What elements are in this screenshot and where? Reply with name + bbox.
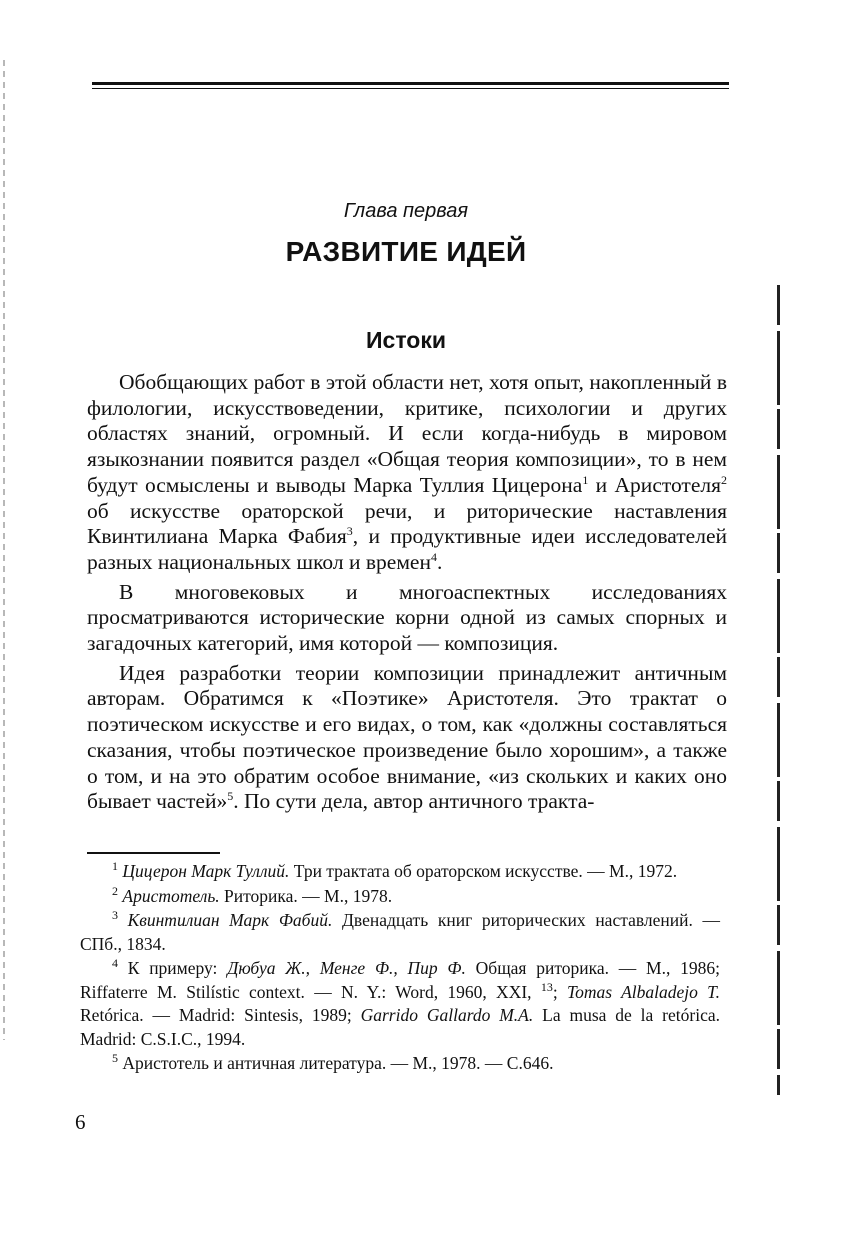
footnote-ref: 1: [582, 472, 589, 487]
footnote-2: $^2$ Аристотель. Риторика. — М., 1978.: [112, 883, 393, 906]
footnote-rule: [87, 852, 220, 854]
section-title: Истоки: [366, 327, 446, 353]
footnote-ref: 3: [346, 524, 353, 539]
footnote-3: $^3$ Квинтилиан Марк Фабий. Двенадцать книг риторических наставлений. — СПб., 1834.: [80, 908, 720, 954]
footnote-4: $^4$ К примеру: Дюбуа Ж., Менге Ф., Пир Ф. Общая риторика. — М., 1986; Riffaterre M. Stilístic context. — N. Y.: Word, 1960, XXI, $^{13}$; Tomas Albaladejo T. Retórica. — Madrid: Sintesis, 1989; Garrido Gallardo M.A. La musa de la retórica. Madrid: C.S.I.C., 1994.: [80, 956, 720, 1049]
scan-edge-right: [777, 285, 780, 1095]
chapter-title: РАЗВИТИЕ ИДЕЙ: [285, 236, 527, 267]
paragraph-3: Идея разработки теории композиции принадлежит античным авторам. Обратимся к «Поэтике» Аристотеля. Это трактат о поэтическом искусстве и его видах, о том, как «должны составляться сказания, чтобы поэтическое произведение было хорошим», а также о том, и на это обратим особое внимание, «из скольких и каких оно бывает частей»$^5$. По сути дела, автор античного тракта-: [87, 660, 727, 814]
paragraph-2: В многовековых и многоаспектных исследованиях просматриваются исторические корни одной из самых спорных и загадочных категорий, имя которой — композиция.: [87, 579, 727, 656]
footnote-ref: 5: [227, 789, 234, 804]
footnote-1: $^1$ Цицерон Марк Туллий. Три трактата об ораторском искусстве. — М., 1972.: [112, 859, 678, 881]
footnote-ref: 4: [430, 549, 437, 564]
footnotes: [80, 860, 720, 1077]
header-rule-thin: [92, 88, 729, 89]
body-text: [87, 370, 727, 815]
footnote-5: $^5$ Аристотель и античная литература. — М., 1978. — С.646.: [112, 1051, 554, 1073]
footnote-ref: 2: [721, 472, 727, 487]
paragraph-1: Обобщающих работ в этой области нет, хотя опыт, накопленный в филологии, искусствоведении, критике, психологии и других областях знаний, огромный. И если когда-нибудь в мировом языкознании появится раздел «Общая теория композиции», то в нем будут осмыслены и выводы Марка Туллия Цицерона$^1$ и Аристотеля$^2$ об искусстве ораторской речи, и риторические наставления Квинтилиана Марка Фабия$^3$, и продуктивные идеи исследователей разных национальных школ и времен$^4$.: [87, 370, 727, 574]
header-rule: [92, 82, 729, 85]
page-number: 6: [75, 1110, 86, 1134]
chapter-label: Глава первая: [343, 200, 469, 222]
